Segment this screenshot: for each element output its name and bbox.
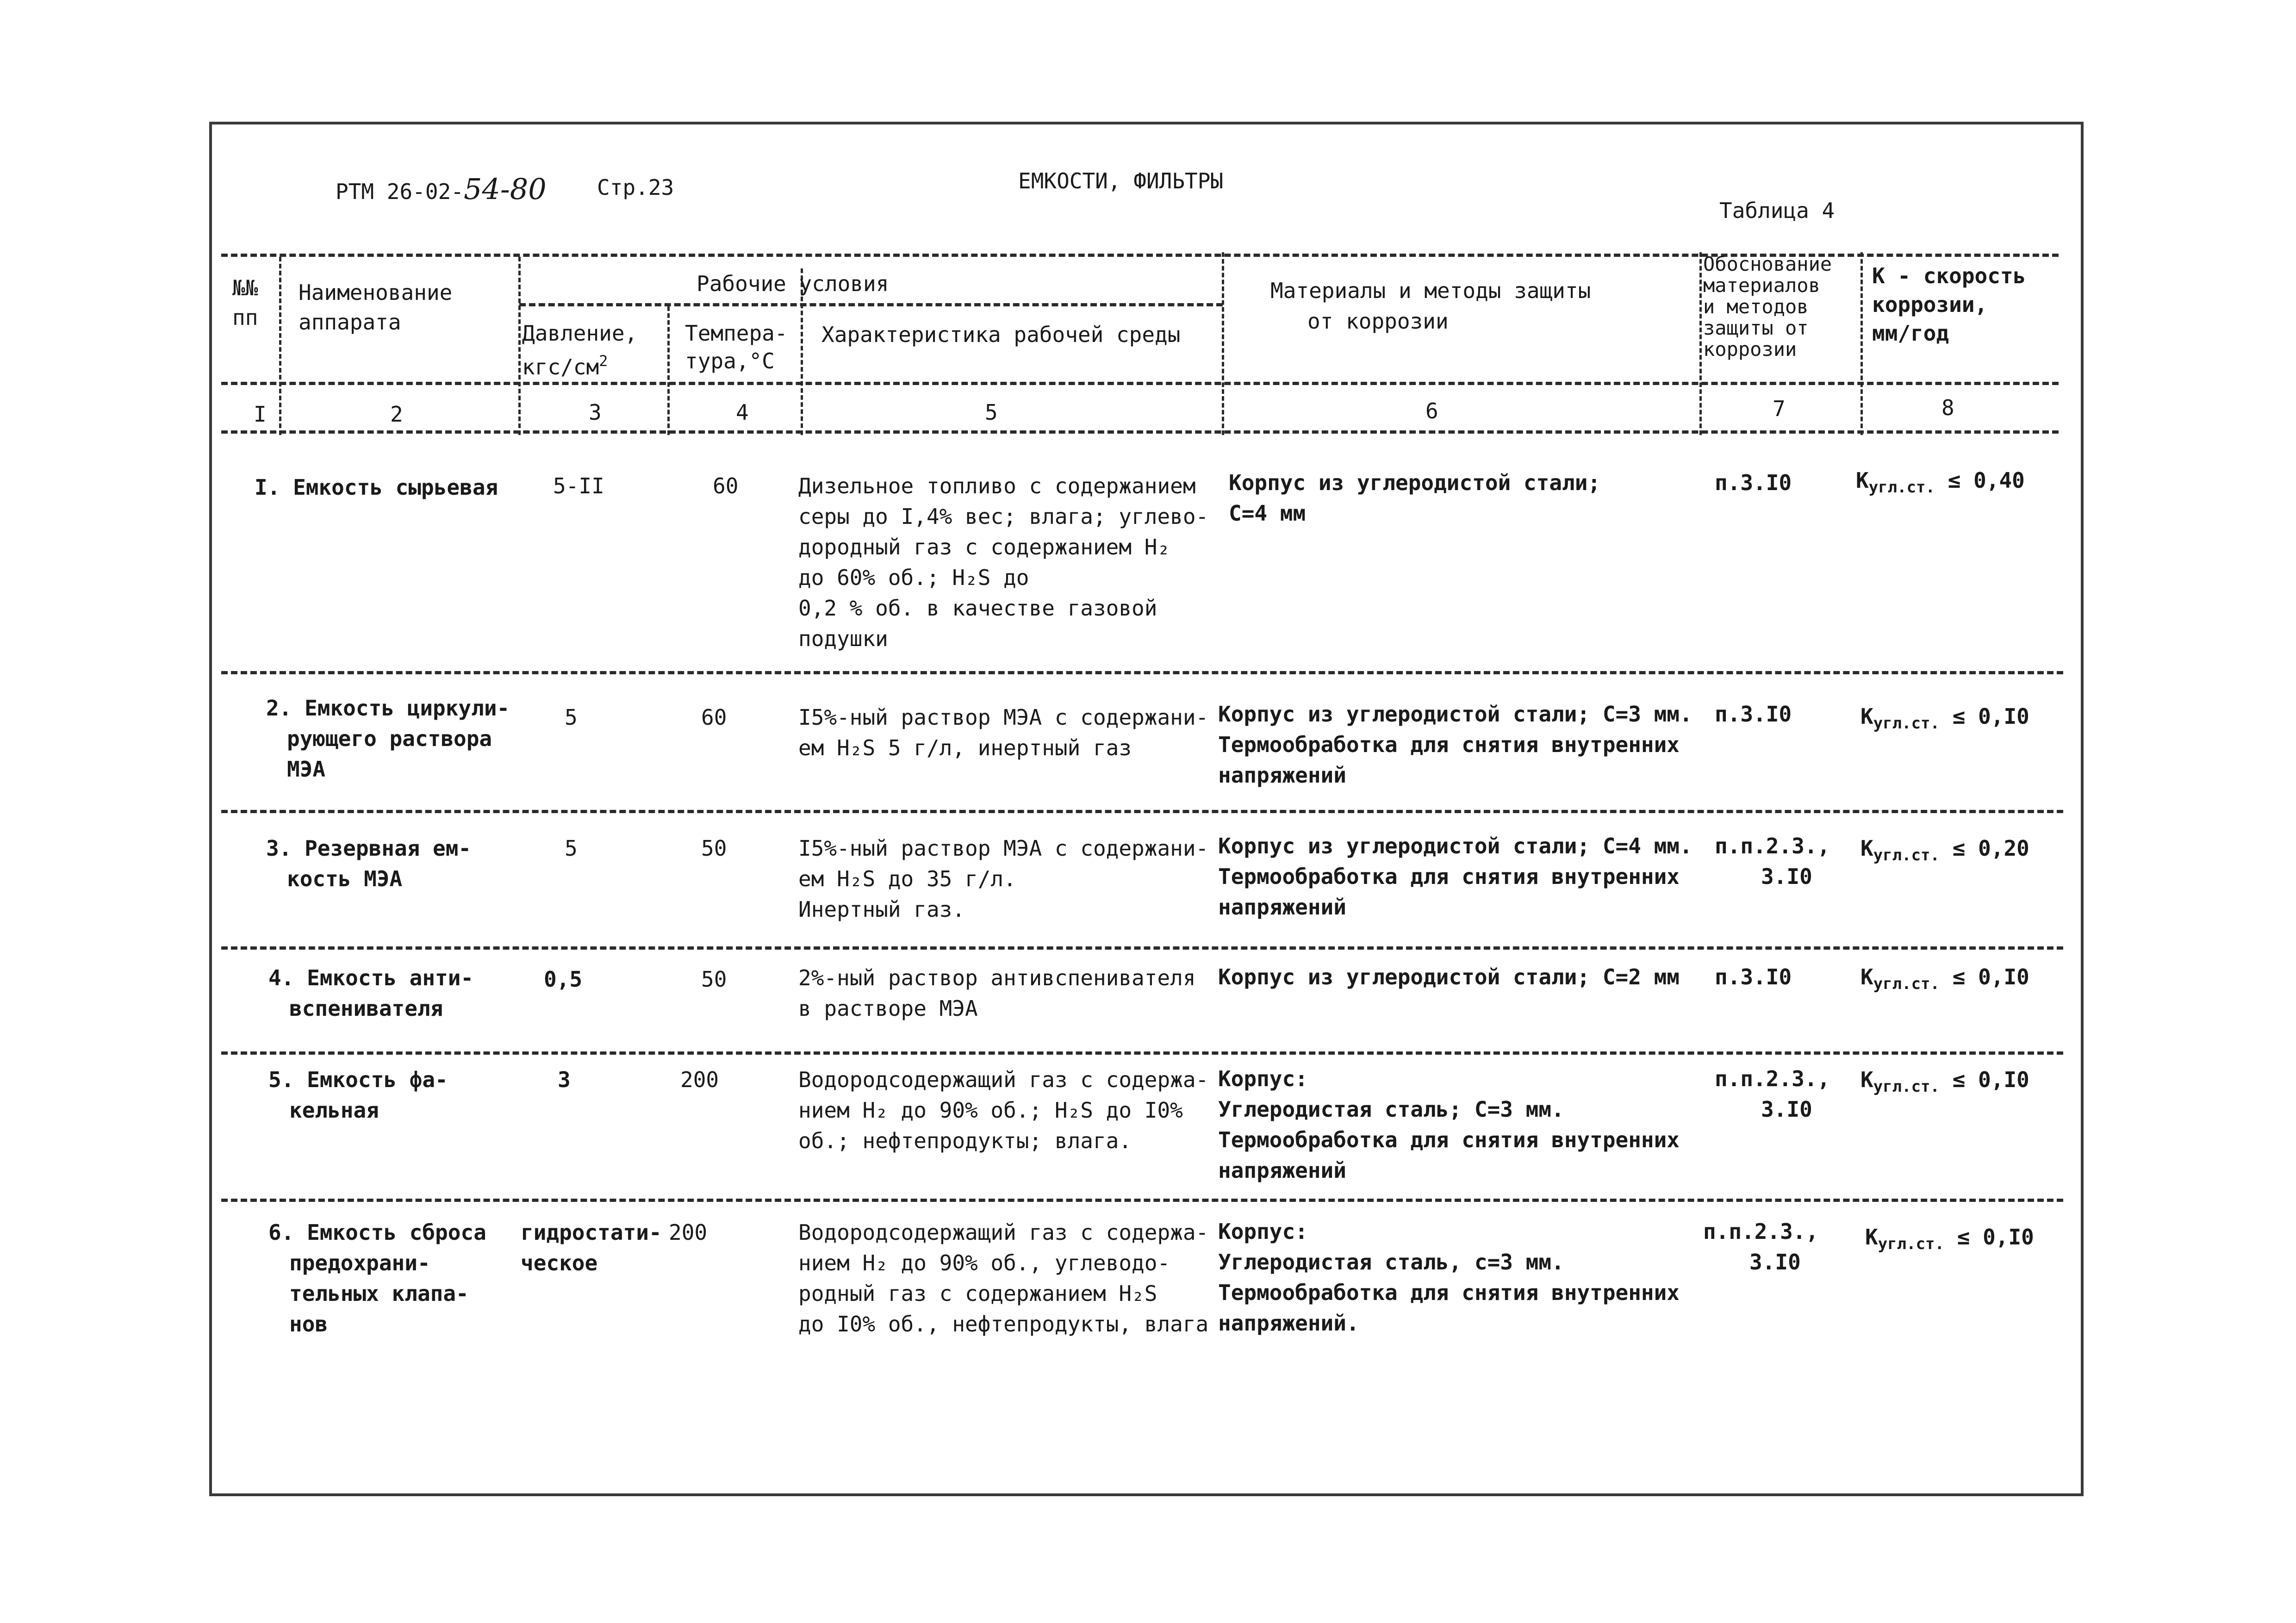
row1-materials-line2: С=4 мм xyxy=(1229,501,1306,526)
row1-medium-line5: 0,2 % об. в качестве газовой xyxy=(798,596,1157,621)
row2-medium xyxy=(798,702,1208,763)
row1-rate-sub: угл.ст. xyxy=(1868,478,1935,497)
row6-rate-value: ≤ 0,I0 xyxy=(1957,1225,2034,1250)
row1-name xyxy=(255,472,498,503)
row6-basis xyxy=(1703,1216,1818,1277)
header-rate xyxy=(1872,261,2026,348)
row-separator-2 xyxy=(221,810,2063,813)
row2-basis-line1: п.3.I0 xyxy=(1715,702,1792,727)
row-separator-4 xyxy=(221,1051,2063,1055)
row3-medium-line3: Инертный газ. xyxy=(798,897,965,922)
row6-pressure xyxy=(521,1217,662,1278)
header-sep-7 xyxy=(1860,252,1863,435)
row4-rate-value: ≤ 0,I0 xyxy=(1952,964,2029,989)
row5-temperature: 200 xyxy=(680,1067,719,1092)
row2-medium-line2: ем H₂S 5 г/л, инертный газ xyxy=(798,735,1132,760)
row1-basis xyxy=(1715,467,1792,498)
header-basis-line3: и методов xyxy=(1703,295,1809,318)
header-medium: Характеристика рабочей среды xyxy=(821,322,1181,347)
row5-rate-sub: угл.ст. xyxy=(1873,1077,1940,1096)
row-separator-5 xyxy=(221,1199,2063,1202)
row5-rate xyxy=(1860,1064,2029,1102)
col-number-2: 2 xyxy=(390,402,403,427)
row1-temperature: 60 xyxy=(713,473,739,498)
row6-name-line2: предохрани- xyxy=(289,1250,430,1275)
row6-rate-symbol: К xyxy=(1865,1225,1878,1250)
row3-rate-sub: угл.ст. xyxy=(1873,846,1940,864)
header-pressure-line1: Давление, xyxy=(522,321,638,346)
header-rate-line3: мм/год xyxy=(1872,321,1949,346)
row5-basis-line2: 3.I0 xyxy=(1761,1097,1812,1122)
header-basis-line1: Обоснование xyxy=(1703,253,1832,275)
header-rate-line1: К - скорость xyxy=(1872,263,2026,288)
row1-medium-line4: до 60% об.; H₂S до xyxy=(798,565,1029,590)
row2-name-line1: Емкость циркули- xyxy=(305,696,510,721)
row5-rate-value: ≤ 0,I0 xyxy=(1952,1067,2029,1092)
row5-medium-line1: Водородсодержащий газ с содержа- xyxy=(798,1067,1209,1092)
header-number xyxy=(232,273,258,332)
header-name xyxy=(299,278,452,337)
header-basis-line4: защиты от xyxy=(1703,317,1809,339)
row3-basis xyxy=(1715,831,1830,892)
row3-rate xyxy=(1860,833,2029,871)
row3-medium-line2: ем H₂S до 35 г/л. xyxy=(798,866,1016,891)
row5-materials-line3: Термообработка для снятия внутренних xyxy=(1218,1127,1680,1152)
row2-rate-sub: угл.ст. xyxy=(1873,714,1940,733)
row1-medium-line6: подушки xyxy=(798,626,888,651)
row5-medium xyxy=(798,1064,1208,1156)
row6-name-line1: Емкость сброса xyxy=(307,1220,486,1245)
header-temperature-unit: °C xyxy=(749,348,775,373)
row4-name-line1: Емкость анти- xyxy=(307,965,474,990)
page-title: ЕМКОСТИ, ФИЛЬТРЫ xyxy=(1018,168,1224,193)
col-number-6: 6 xyxy=(1425,398,1438,423)
header-temperature-line2 xyxy=(685,347,788,375)
row2-basis xyxy=(1715,699,1792,729)
page-number: Стр.23 xyxy=(597,175,674,200)
row2-materials xyxy=(1218,699,1692,790)
header-name-line1: Наименование xyxy=(299,280,453,305)
col-number-7: 7 xyxy=(1773,396,1786,421)
row5-materials xyxy=(1218,1063,1680,1186)
col-number-8: 8 xyxy=(1941,395,1954,420)
row6-materials-line2: Углеродистая сталь, с=3 мм. xyxy=(1218,1250,1564,1275)
row6-name-line3: тельных клапа- xyxy=(289,1281,469,1306)
row4-materials-line1: Корпус из углеродистой стали; С=2 мм xyxy=(1218,964,1680,989)
row3-materials xyxy=(1218,831,1692,922)
header-bottom-rule xyxy=(221,382,2059,385)
row6-medium-line2: нием H₂ до 90% об., углеводо- xyxy=(798,1250,1170,1275)
row1-medium-line1: Дизельное топливо с содержанием xyxy=(798,473,1196,498)
row2-temperature: 60 xyxy=(701,705,727,730)
row2-name-line3: МЭА xyxy=(287,757,326,782)
col-number-5: 5 xyxy=(985,400,998,425)
header-pressure xyxy=(522,319,637,381)
row4-number: 4. xyxy=(268,965,294,990)
row4-materials xyxy=(1218,962,1680,992)
row3-name-line1: Резервная ем- xyxy=(305,836,472,861)
header-temperature-label: тура, xyxy=(685,348,749,373)
row2-materials-line3: напряжений xyxy=(1218,763,1346,788)
row5-basis-line1: п.п.2.3., xyxy=(1715,1066,1830,1091)
document-code-handwritten: 54-80 xyxy=(463,172,547,206)
row3-basis-line2: 3.I0 xyxy=(1761,864,1812,889)
header-number-line1: №№ xyxy=(232,275,258,300)
row1-basis-line1: п.3.I0 xyxy=(1715,470,1792,495)
row6-medium xyxy=(798,1217,1208,1339)
header-temperature xyxy=(685,319,788,375)
row6-name-line4: нов xyxy=(289,1312,328,1337)
header-pressure-sup: 2 xyxy=(599,352,608,370)
row4-temperature: 50 xyxy=(701,967,727,992)
header-sep-5 xyxy=(1222,252,1224,435)
header-working-conditions: Рабочие условия xyxy=(697,271,889,296)
header-pressure-line2 xyxy=(522,347,637,381)
row1-rate-value: ≤ 0,40 xyxy=(1948,468,2025,493)
row5-medium-line2: нием H₂ до 90% об.; H₂S до I0% xyxy=(798,1098,1183,1123)
row5-materials-line2: Углеродистая сталь; С=3 мм. xyxy=(1218,1097,1564,1122)
row1-materials xyxy=(1229,467,1600,529)
row6-number: 6. xyxy=(268,1220,294,1245)
header-materials-line2: от коррозии xyxy=(1307,309,1449,334)
row4-name xyxy=(268,963,473,1024)
row4-rate xyxy=(1860,962,2029,999)
row3-materials-line2: Термообработка для снятия внутренних xyxy=(1218,864,1680,889)
row-separator-3 xyxy=(221,946,2063,950)
row3-name xyxy=(266,833,471,894)
header-basis-line5: коррозии xyxy=(1703,338,1797,361)
document-code xyxy=(336,172,547,206)
row4-basis xyxy=(1715,962,1792,992)
header-pressure-unit: кгс/см xyxy=(522,354,599,379)
row1-medium-line2: серы до I,4% вес; влага; углево- xyxy=(798,504,1209,529)
header-rate-line2: коррозии, xyxy=(1872,292,1988,317)
row5-pressure: 3 xyxy=(558,1067,571,1092)
row-separator-1 xyxy=(221,671,2063,674)
row3-pressure: 5 xyxy=(565,836,578,861)
col-number-1: I xyxy=(254,402,267,427)
header-sep-2 xyxy=(518,257,521,435)
row4-rate-symbol: К xyxy=(1860,964,1873,989)
row1-rate-symbol: К xyxy=(1856,468,1869,493)
row3-number: 3. xyxy=(266,836,292,861)
row2-materials-line1: Корпус из углеродистой стали; С=3 мм. xyxy=(1218,702,1692,727)
header-number-line2: пп xyxy=(232,305,258,330)
row6-medium-line3: родный газ с содержанием H₂S xyxy=(798,1281,1157,1306)
row1-rate xyxy=(1856,465,2025,503)
row1-materials-line1: Корпус из углеродистой стали; xyxy=(1229,470,1601,495)
row6-rate-sub: угл.ст. xyxy=(1878,1235,1944,1253)
row4-name-line2: вспенивателя xyxy=(289,996,443,1021)
row2-name-line2: рующего раствора xyxy=(287,726,492,751)
row1-pressure: 5-II xyxy=(553,473,604,498)
row1-name-line1: Емкость сырьевая xyxy=(293,475,498,500)
row6-medium-line1: Водородсодержащий газ с содержа- xyxy=(798,1220,1209,1245)
row3-rate-symbol: К xyxy=(1860,836,1873,861)
row5-name-line2: кельная xyxy=(289,1098,379,1123)
row1-medium xyxy=(798,471,1208,654)
row2-number: 2. xyxy=(266,696,292,721)
header-materials-line1: Материалы и методы защиты xyxy=(1270,278,1591,303)
header-sep-3 xyxy=(667,306,670,435)
row3-materials-line3: напряжений xyxy=(1218,895,1346,920)
row3-materials-line1: Корпус из углеродистой стали; С=4 мм. xyxy=(1218,833,1692,858)
row3-rate-value: ≤ 0,20 xyxy=(1952,836,2029,861)
row3-medium-line1: I5%-ный раствор МЭА с содержани- xyxy=(798,836,1209,861)
header-materials xyxy=(1270,275,1591,336)
document-code-prefix: РТМ 26-02- xyxy=(336,179,464,204)
row2-materials-line2: Термообработка для снятия внутренних xyxy=(1218,732,1680,757)
header-temperature-line1: Темпера- xyxy=(685,321,788,346)
row2-rate-symbol: К xyxy=(1860,704,1873,729)
header-basis xyxy=(1703,254,1832,360)
table-label: Таблица 4 xyxy=(1719,198,1835,223)
row5-name-line1: Емкость фа- xyxy=(307,1067,448,1092)
row6-temperature: 200 xyxy=(669,1220,708,1245)
header-sep-6 xyxy=(1699,252,1702,435)
row3-name-line2: кость МЭА xyxy=(287,866,403,891)
row3-medium xyxy=(798,833,1208,925)
col-number-3: 3 xyxy=(589,400,602,425)
row3-basis-line1: п.п.2.3., xyxy=(1715,833,1830,858)
row6-materials-line3: Термообработка для снятия внутренних xyxy=(1218,1280,1680,1305)
row6-materials xyxy=(1218,1216,1680,1338)
row2-rate xyxy=(1860,701,2029,739)
row2-name xyxy=(266,693,510,784)
row6-basis-line1: п.п.2.3., xyxy=(1703,1219,1819,1244)
row6-medium-line4: до I0% об., нефтепродукты, влага xyxy=(798,1312,1209,1337)
col-number-4: 4 xyxy=(736,400,749,425)
row2-pressure: 5 xyxy=(565,705,578,730)
row4-pressure: 0,5 xyxy=(544,967,583,992)
row4-basis-line1: п.3.I0 xyxy=(1715,964,1792,989)
row5-number: 5. xyxy=(268,1067,294,1092)
row4-medium xyxy=(798,963,1196,1024)
row2-medium-line1: I5%-ный раствор МЭА с содержани- xyxy=(798,705,1209,730)
header-name-line2: аппарата xyxy=(299,310,401,335)
number-row-bottom-rule xyxy=(221,430,2059,434)
subheader-rule xyxy=(519,303,1223,306)
row4-medium-line2: в растворе МЭА xyxy=(798,996,978,1021)
row5-materials-line1: Корпус: xyxy=(1218,1066,1308,1091)
row6-materials-line4: напряжений. xyxy=(1218,1311,1359,1336)
header-basis-line2: материалов xyxy=(1703,274,1820,297)
row2-rate-value: ≤ 0,I0 xyxy=(1952,704,2029,729)
row5-materials-line4: напряжений xyxy=(1218,1158,1346,1183)
header-sep-1 xyxy=(279,257,281,435)
row6-basis-line2: 3.I0 xyxy=(1749,1250,1801,1275)
row4-medium-line1: 2%-ный раствор антивспенивателя xyxy=(798,965,1196,990)
row1-number: I. xyxy=(255,475,280,500)
row4-rate-sub: угл.ст. xyxy=(1873,975,1940,993)
row6-rate xyxy=(1865,1222,2034,1259)
row6-name xyxy=(268,1217,486,1339)
row5-name xyxy=(268,1064,448,1126)
row5-rate-symbol: К xyxy=(1860,1067,1873,1092)
row5-basis xyxy=(1715,1063,1830,1125)
row6-pressure-line2: ческое xyxy=(521,1250,598,1275)
row3-temperature: 50 xyxy=(701,836,727,861)
row1-medium-line3: дородный газ с содержанием H₂ xyxy=(798,535,1170,560)
row6-materials-line1: Корпус: xyxy=(1218,1219,1308,1244)
row5-medium-line3: об.; нефтепродукты; влага. xyxy=(798,1128,1132,1153)
row6-pressure-line1: гидростати- xyxy=(521,1220,662,1245)
